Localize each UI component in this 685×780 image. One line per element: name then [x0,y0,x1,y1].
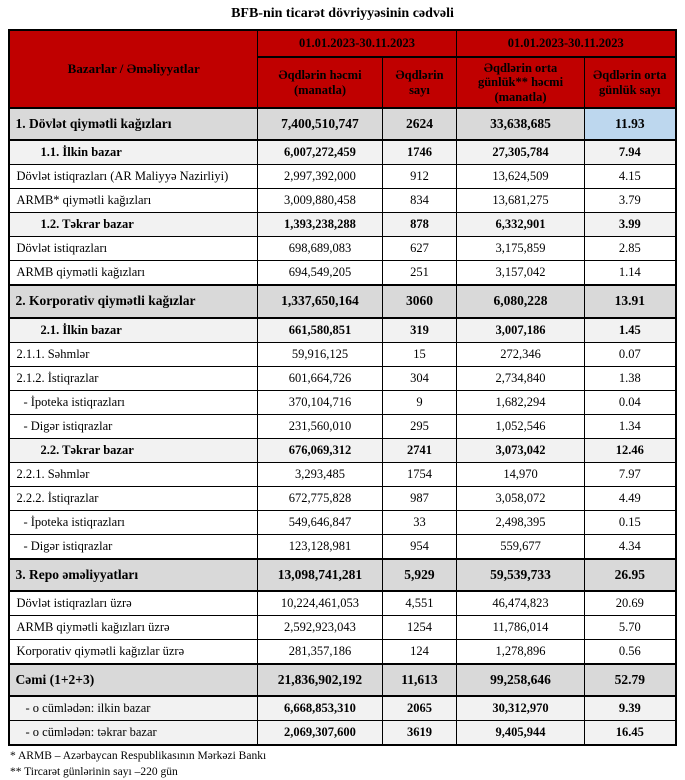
row-value-count: 295 [382,414,456,438]
table-row [9,591,675,616]
row-value-volume: 7,400,510,747 [257,108,382,140]
row-value-count: 2065 [382,696,456,721]
row-label: ARMB qiymətli kağızları [9,261,257,286]
table-row [9,639,675,664]
row-label: Dövlət istiqrazları (AR Maliyyə Nazirliyi) [9,165,257,189]
row-value-avg-volume: 99,258,646 [457,664,585,696]
row-value-avg-volume: 2,734,840 [457,366,585,390]
row-value-count: 954 [382,534,456,559]
row-value-avg-volume: 27,305,784 [457,140,585,165]
row-value-count: 5,929 [382,559,456,591]
row-label: Dövlət istiqrazları üzrə [9,591,257,616]
column-header-avg-daily-count: Əqdlərin orta günlük sayı [585,57,676,108]
row-value-volume: 6,007,272,459 [257,140,382,165]
row-value-volume: 694,549,205 [257,261,382,286]
row-label: Cəmi (1+2+3) [9,664,257,696]
row-value-volume: 281,357,186 [257,639,382,664]
table-row [9,390,675,414]
row-value-avg-volume: 3,157,042 [457,261,585,286]
row-value-avg-volume: 1,278,896 [457,639,585,664]
row-value-count: 878 [382,213,456,237]
row-value-avg-count: 7.97 [585,462,676,486]
row-value-volume: 661,580,851 [257,318,382,343]
row-value-volume: 1,393,238,288 [257,213,382,237]
row-value-avg-count: 52.79 [585,664,676,696]
row-value-count: 3060 [382,285,456,317]
data-table [8,29,676,746]
row-value-avg-count: 1.14 [585,261,676,286]
row-value-count: 304 [382,366,456,390]
row-value-volume: 698,689,083 [257,237,382,261]
row-value-volume: 676,069,312 [257,438,382,462]
row-value-avg-volume: 59,539,733 [457,559,585,591]
table-row [9,189,675,213]
row-value-volume: 6,668,853,310 [257,696,382,721]
row-value-avg-count: 9.39 [585,696,676,721]
row-value-avg-count: 0.56 [585,639,676,664]
row-label: - Digər istiqrazlar [9,414,257,438]
row-value-count: 627 [382,237,456,261]
row-value-volume: 21,836,902,192 [257,664,382,696]
row-label: Korporativ qiymətli kağızlar üzrə [9,639,257,664]
column-header-avg-daily-volume: Əqdlərin orta günlük** həcmi (manatla) [457,57,585,108]
row-value-avg-volume: 3,007,186 [457,318,585,343]
row-value-avg-count: 20.69 [585,591,676,616]
row-value-avg-volume: 3,175,859 [457,237,585,261]
row-value-volume: 601,664,726 [257,366,382,390]
row-value-count: 3619 [382,720,456,745]
row-value-avg-volume: 559,677 [457,534,585,559]
row-label: - İpoteka istiqrazları [9,510,257,534]
row-value-avg-volume: 13,681,275 [457,189,585,213]
row-value-avg-count: 4.49 [585,486,676,510]
row-value-avg-count: 7.94 [585,140,676,165]
row-value-count: 2624 [382,108,456,140]
row-value-volume: 1,337,650,164 [257,285,382,317]
row-value-avg-count: 26.95 [585,559,676,591]
row-value-avg-count: 4.34 [585,534,676,559]
row-label: - o cümlədən: ilkin bazar [9,696,257,721]
row-value-avg-count: 4.15 [585,165,676,189]
row-value-count: 319 [382,318,456,343]
row-value-volume: 370,104,716 [257,390,382,414]
row-label: 1. Dövlət qiymətli kağızları [9,108,257,140]
row-value-volume: 231,560,010 [257,414,382,438]
row-value-avg-count: 0.07 [585,342,676,366]
row-value-avg-volume: 9,405,944 [457,720,585,745]
row-value-avg-count: 0.15 [585,510,676,534]
row-value-count: 1754 [382,462,456,486]
row-value-avg-volume: 46,474,823 [457,591,585,616]
table-header [9,30,675,108]
row-value-volume: 672,775,828 [257,486,382,510]
row-label: 2.1.2. İstiqrazlar [9,366,257,390]
row-value-count: 4,551 [382,591,456,616]
row-value-avg-count: 16.45 [585,720,676,745]
row-value-avg-volume: 6,332,901 [457,213,585,237]
row-value-volume: 3,009,880,458 [257,189,382,213]
row-value-volume: 549,646,847 [257,510,382,534]
table-row [9,510,675,534]
row-value-avg-count: 0.04 [585,390,676,414]
row-value-avg-volume: 1,052,546 [457,414,585,438]
table-row [9,140,675,165]
row-value-avg-count: 11.93 [585,108,676,140]
row-value-avg-count: 1.38 [585,366,676,390]
page-title: BFB-nin ticarət dövriyyəsinin cədvəli [231,6,454,21]
row-value-avg-count: 2.85 [585,237,676,261]
row-value-avg-volume: 272,346 [457,342,585,366]
period-header-1: 01.01.2023-30.11.2023 [257,30,456,57]
table-row [9,438,675,462]
table-body [9,108,675,745]
row-value-avg-count: 13.91 [585,285,676,317]
footnote-trading-days: ** Tircarət günlərinin sayı –220 gün [10,765,178,778]
row-value-volume: 2,592,923,043 [257,615,382,639]
row-value-volume: 13,098,741,281 [257,559,382,591]
row-value-avg-count: 5.70 [585,615,676,639]
row-value-volume: 123,128,981 [257,534,382,559]
row-value-count: 1254 [382,615,456,639]
column-header-deal-count: Əqdlərin sayı [382,57,456,108]
row-value-count: 15 [382,342,456,366]
period-header-2: 01.01.2023-30.11.2023 [457,30,676,57]
row-value-volume: 59,916,125 [257,342,382,366]
column-header-deal-volume: Əqdlərin həcmi (manatla) [257,57,382,108]
row-value-avg-volume: 2,498,395 [457,510,585,534]
row-label: ARMB* qiymətli kağızları [9,189,257,213]
row-label: 2.2.1. Səhmlər [9,462,257,486]
row-label: 2. Korporativ qiymətli kağızlar [9,285,257,317]
row-value-volume: 10,224,461,053 [257,591,382,616]
row-label: 2.2. Təkrar bazar [9,438,257,462]
table-row [9,462,675,486]
table-row [9,165,675,189]
row-label: 2.1. İlkin bazar [9,318,257,343]
header-period-row [9,30,675,57]
footnotes [10,748,685,780]
row-value-count: 9 [382,390,456,414]
table-row [9,559,675,591]
row-label: - Digər istiqrazlar [9,534,257,559]
table-row [9,237,675,261]
row-value-avg-volume: 33,638,685 [457,108,585,140]
row-value-volume: 3,293,485 [257,462,382,486]
table-row [9,213,675,237]
row-label: - o cümlədən: təkrar bazar [9,720,257,745]
row-value-avg-volume: 6,080,228 [457,285,585,317]
row-value-avg-volume: 3,058,072 [457,486,585,510]
row-value-avg-volume: 14,970 [457,462,585,486]
row-value-volume: 2,997,392,000 [257,165,382,189]
table-row [9,720,675,745]
table-row [9,342,675,366]
row-value-avg-volume: 13,624,509 [457,165,585,189]
table-row [9,261,675,286]
row-value-avg-count: 1.34 [585,414,676,438]
row-value-avg-volume: 11,786,014 [457,615,585,639]
table-row [9,696,675,721]
row-label: - İpoteka istiqrazları [9,390,257,414]
column-header-markets-operations: Bazarlar / Əməliyyatlar [9,30,257,108]
row-value-avg-volume: 3,073,042 [457,438,585,462]
row-label: Dövlət istiqrazları [9,237,257,261]
row-label: 3. Repo əməliyyatları [9,559,257,591]
table-row [9,366,675,390]
row-value-count: 2741 [382,438,456,462]
row-label: 2.1.1. Səhmlər [9,342,257,366]
row-value-avg-count: 3.99 [585,213,676,237]
row-value-count: 251 [382,261,456,286]
table-row [9,486,675,510]
row-label: 2.2.2. İstiqrazlar [9,486,257,510]
table-row [9,285,675,317]
row-value-count: 11,613 [382,664,456,696]
row-label: 1.1. İlkin bazar [9,140,257,165]
row-value-count: 834 [382,189,456,213]
row-value-volume: 2,069,307,600 [257,720,382,745]
table-row [9,318,675,343]
table-row [9,534,675,559]
table-row [9,108,675,140]
footnote-armb: * ARMB – Azərbaycan Respublikasının Mərkəzi Bankı [10,749,267,762]
row-value-avg-count: 12.46 [585,438,676,462]
row-value-count: 912 [382,165,456,189]
row-label: ARMB qiymətli kağızları üzrə [9,615,257,639]
row-value-count: 33 [382,510,456,534]
row-value-avg-volume: 1,682,294 [457,390,585,414]
row-value-count: 124 [382,639,456,664]
row-value-avg-volume: 30,312,970 [457,696,585,721]
table-row [9,414,675,438]
row-value-count: 1746 [382,140,456,165]
table-row [9,615,675,639]
row-value-avg-count: 1.45 [585,318,676,343]
row-value-avg-count: 3.79 [585,189,676,213]
row-label: 1.2. Təkrar bazar [9,213,257,237]
table-row [9,664,675,696]
row-value-count: 987 [382,486,456,510]
